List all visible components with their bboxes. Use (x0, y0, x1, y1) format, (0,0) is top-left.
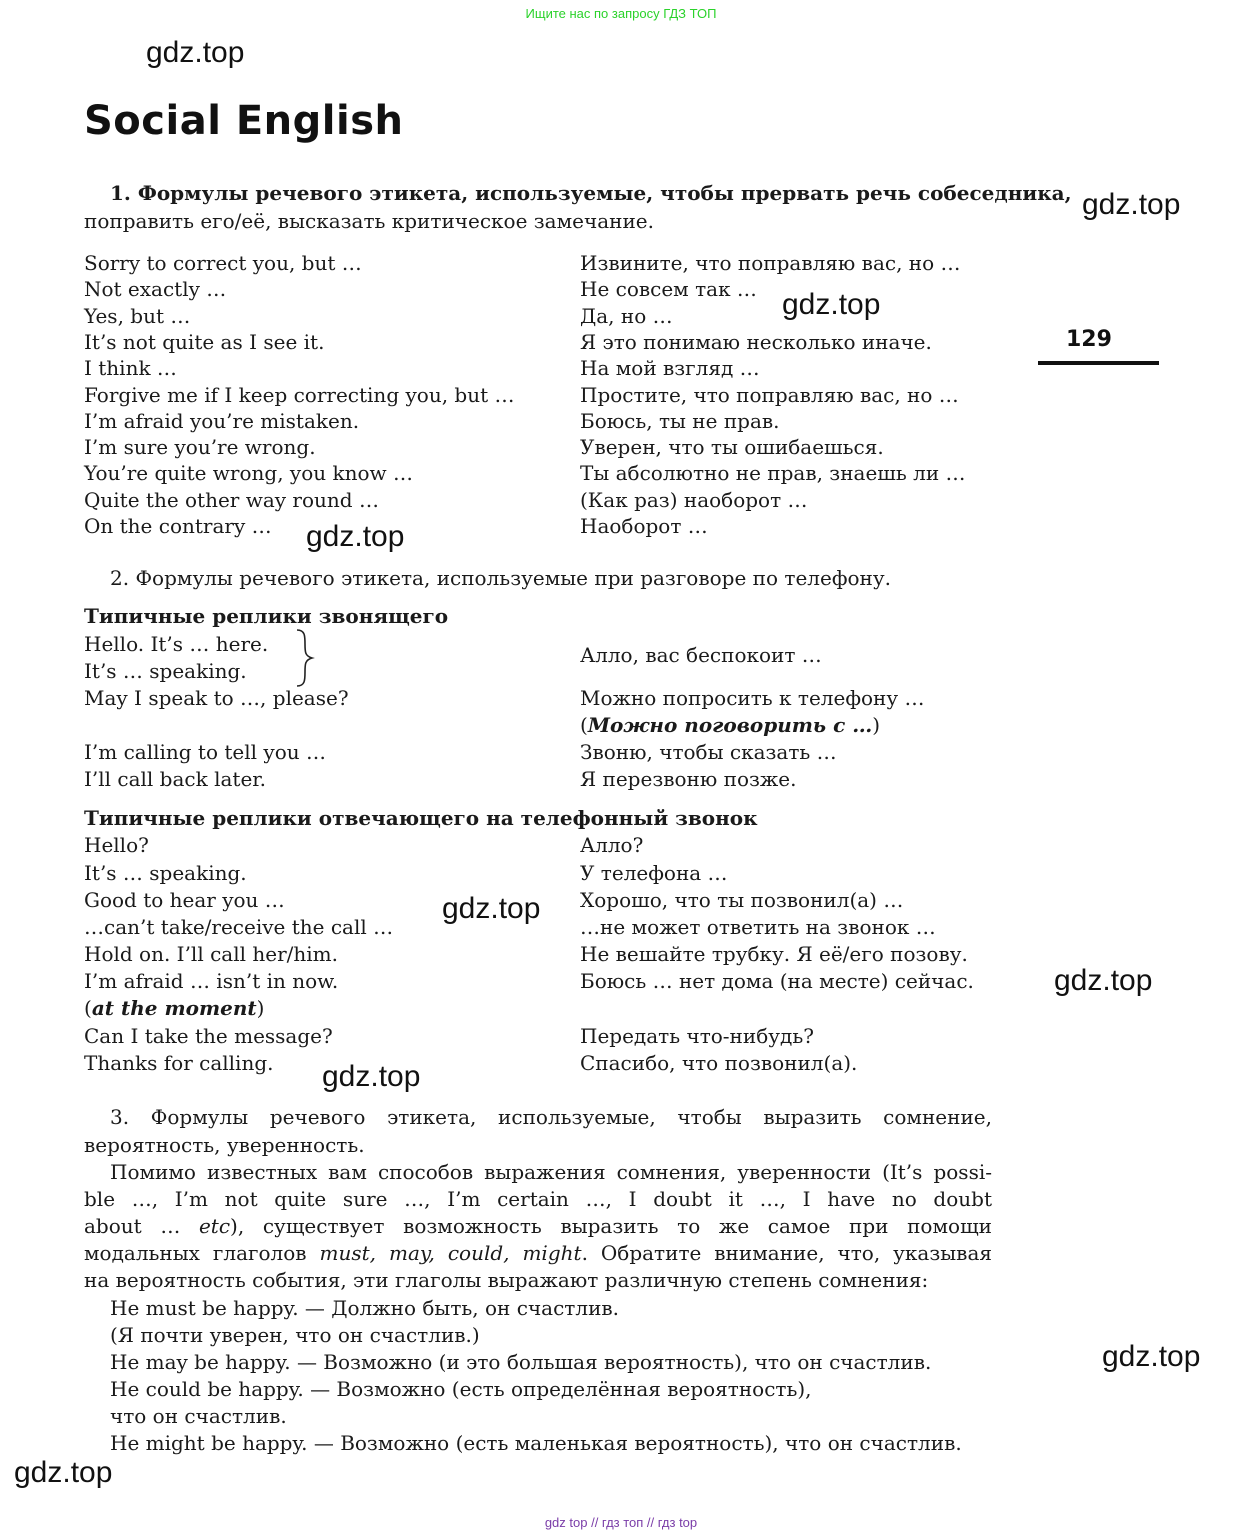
answer-phrase-en: …can’t take/receive the call … (84, 915, 394, 939)
phrase-ru: Я это понимаю несколько иначе. (580, 330, 932, 354)
answer-phrase-ru: Не вешайте трубку. Я её/его позову. (580, 942, 968, 966)
answer-phrase-en: Hold on. I’ll call her/him. (84, 942, 338, 966)
phrase-en: I’m sure you’re wrong. (84, 435, 316, 459)
paragraph-line: ble …, I’m not quite sure …, I’m certain …, I doubt it …, I have no doubt (84, 1187, 992, 1211)
phrase-ru: Боюсь, ты не прав. (580, 409, 780, 433)
phrase-en: Yes, but … (84, 304, 191, 328)
answer-phrase-ru: У телефона … (580, 861, 728, 885)
watermark: gdz.top (306, 520, 405, 553)
caller-phrase-ru: Я перезвоню позже. (580, 767, 797, 791)
answer-phrase-ru: Передать что-нибудь? (580, 1024, 814, 1048)
phrase-en: I’m afraid you’re mistaken. (84, 409, 360, 433)
watermark: gdz.top (1082, 188, 1181, 221)
answerer-subheading: Типичные реплики отвечающего на телефонный звонок (84, 806, 758, 830)
phrase-en: Forgive me if I keep correcting you, but … (84, 383, 515, 407)
answer-phrase-ru: Боюсь … нет дома (на месте) сейчас. (580, 969, 974, 993)
phrase-en: You’re quite wrong, you know … (84, 461, 414, 485)
example-line: He must be happy. — Должно быть, он счастлив. (110, 1296, 620, 1320)
section-3-heading-cont: вероятность, уверенность. (84, 1133, 365, 1157)
answer-phrase-ru: Алло? (580, 833, 644, 857)
footer-links: gdz top // гдз топ // гдз top (544, 1515, 698, 1530)
section-3-heading: 3. Формулы речевого этикета, используемые, чтобы выразить сомнение, (110, 1105, 992, 1129)
caller-phrase-en: May I speak to …, please? (84, 686, 349, 710)
example-line: He might be happy. — Возможно (есть маленькая вероятность), что он счастлив. (110, 1431, 962, 1455)
answer-phrase-en: I’m afraid … isn’t in now. (84, 969, 339, 993)
caller-phrase-en: I’ll call back later. (84, 767, 267, 791)
watermark: gdz.top (1102, 1340, 1201, 1373)
page-number-rule (1038, 361, 1159, 365)
caller-subheading: Типичные реплики звонящего (84, 604, 449, 628)
caller-phrase-ru-alt: (Можно поговорить с …) (580, 713, 881, 737)
phrase-en: I think … (84, 356, 177, 380)
phrase-ru: Извините, что поправляю вас, но … (580, 251, 961, 275)
phrase-ru: (Как раз) наоборот … (580, 488, 808, 512)
caller-phrase-en: Hello. It’s … here. (84, 632, 269, 656)
watermark: gdz.top (322, 1060, 421, 1093)
watermark: gdz.top (14, 1456, 113, 1489)
section-1-heading-cont: поправить его/её, высказать критическое замечание. (84, 209, 654, 233)
phrase-en: Sorry to correct you, but … (84, 251, 362, 275)
brace-icon (293, 628, 315, 688)
example-line: He could be happy. — Возможно (есть определённая вероятность), (110, 1377, 812, 1401)
answer-phrase-ru: Хорошо, что ты позвонил(а) … (580, 888, 904, 912)
caller-phrase-en: I’m calling to tell you … (84, 740, 326, 764)
caller-phrase-ru: Звоню, чтобы сказать … (580, 740, 837, 764)
caller-phrase-ru: Алло, вас беспокоит … (580, 643, 822, 667)
answer-phrase-en-alt: (at the moment) (84, 996, 265, 1020)
phrase-en: It’s not quite as I see it. (84, 330, 325, 354)
phrase-ru: Да, но … (580, 304, 673, 328)
example-line: что он счастлив. (110, 1404, 287, 1428)
phrase-ru: Простите, что поправляю вас, но … (580, 383, 959, 407)
phrase-ru: На мой взгляд … (580, 356, 760, 380)
answer-phrase-ru: …не может ответить на звонок … (580, 915, 936, 939)
caller-phrase-ru: Можно попросить к телефону … (580, 686, 925, 710)
watermark: gdz.top (1054, 964, 1153, 997)
caller-phrase-en: It’s … speaking. (84, 659, 247, 683)
answer-phrase-en: It’s … speaking. (84, 861, 247, 885)
answer-phrase-en: Hello? (84, 833, 149, 857)
answer-phrase-en: Can I take the message? (84, 1024, 333, 1048)
phrase-ru: Уверен, что ты ошибаешься. (580, 435, 884, 459)
paragraph-line: about … etc), существует возможность выразить то же самое при помощи (84, 1214, 992, 1238)
phrase-ru: Не совсем так … (580, 277, 757, 301)
page-number: 129 (1066, 327, 1112, 352)
section-1-heading: 1. Формулы речевого этикета, используемые, чтобы прервать речь собеседника, (110, 181, 1072, 205)
paragraph-line: на вероятность события, эти глаголы выражают различную степень сомнения: (84, 1268, 929, 1292)
example-line: He may be happy. — Возможно (и это большая вероятность), что он счастлив. (110, 1350, 932, 1374)
answer-phrase-en: Thanks for calling. (84, 1051, 274, 1075)
page-title: Social English (84, 98, 404, 144)
phrase-ru: Наоборот … (580, 514, 708, 538)
phrase-en: Not exactly … (84, 277, 227, 301)
example-line: (Я почти уверен, что он счастлив.) (110, 1323, 480, 1347)
answer-phrase-en: Good to hear you … (84, 888, 285, 912)
section-2-heading: 2. Формулы речевого этикета, используемые при разговоре по телефону. (110, 566, 891, 590)
watermark: gdz.top (782, 288, 881, 321)
top-banner: Ищите нас по запросу ГДЗ ТОП (525, 6, 717, 21)
phrase-ru: Ты абсолютно не прав, знаешь ли … (580, 461, 966, 485)
paragraph-line: модальных глаголов must, may, could, might. Обратите внимание, что, указывая (84, 1241, 992, 1265)
phrase-en: Quite the other way round … (84, 488, 379, 512)
watermark: gdz.top (146, 36, 245, 69)
paragraph-line: Помимо известных вам способов выражения сомнения, уверенности (It’s possi- (110, 1160, 992, 1184)
watermark: gdz.top (442, 892, 541, 925)
phrase-en: On the contrary … (84, 514, 272, 538)
answer-phrase-ru: Спасибо, что позвонил(а). (580, 1051, 858, 1075)
